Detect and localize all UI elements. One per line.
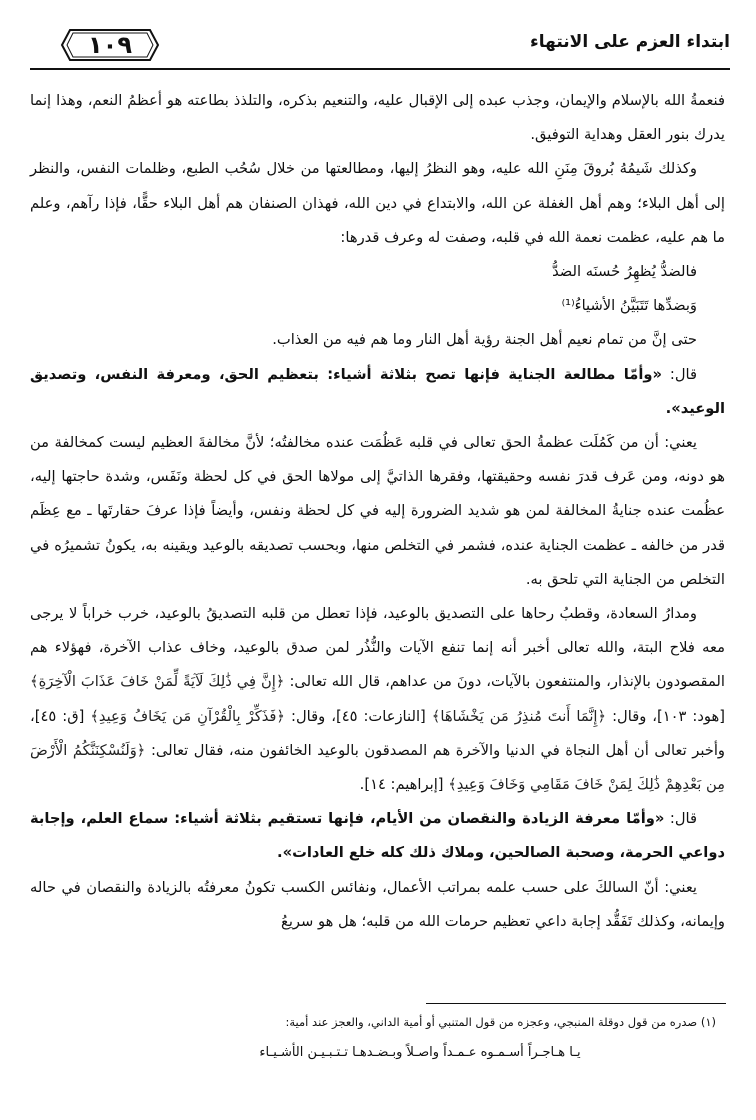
verse-reference-4: [إبراهيم: ١٤]	[364, 776, 444, 794]
paragraph-6: يعني: أنّ السالكَ على حسب علمه بمراتب الأعمال، ونفائس الكسب تكونُ معرفتُه بالزيادة والنقصان في حاله وإيمانه، وكذلك تَفَقُّد إجابة داعي تعظيم حرمات الله من قلبه؛ هل هو سريعُ	[30, 878, 725, 930]
poem-line-1: فالضدُّ يُظهِرُ حُسنَه الضدُّ	[552, 263, 697, 281]
paragraph-5-middle: ، وأخبر تعالى أن أهل النجاة في الدنيا والآخرة هم المصدقون بالوعيد الخائفون منه، فقال تعالى:	[30, 707, 726, 759]
footnote-divider	[426, 1003, 726, 1004]
quran-verse-3: ﴿فَذَكِّرْ بِالْقُرْآنِ مَن يَخَافُ وَعِيدِ﴾	[90, 707, 286, 725]
paragraph-5-start: ومدارُ السعادة، وقطبُ رحاها على التصديق بالوعيد، فإذا تعطل من قلبه التصديقُ بالوعيد، خرب خراباً لا يرجى معه فلاح البتة، والله تعالى أخبر أنه إنما تنفع الآيات والنُّذُر لمن صدق بالوعيد، وخاف عذاب الآخرة، فهؤلاء هم المقصودون بالإنذار، والمنتفعون بالآيات، دونَ من عداهم، قال الله تعالى:	[30, 605, 725, 691]
quote-block-2	[30, 802, 725, 870]
running-title: ابتداء العزم على الانتهاء	[530, 32, 730, 52]
author-quote-2: «وأمّا معرفة الزيادة والنقصان من الأيام، فإنها تستقيم بثلاثة أشياء: سماع العلم، وإجابة دواعي الحرمة، وصحبة الصالحين، وملاك ذلك كله خلع العادات».	[30, 810, 725, 862]
paragraph-1: فنعمةُ الله بالإسلام والإيمان، وجذب عبده إلى الإقبال عليه، والتنعيم بذكره، والتلذذ بطاعته هو أعظمُ النعم، وهذا إنما يدرك بنور العقل وهداية التوفيق.	[30, 92, 725, 144]
connector-1: ، وقال:	[612, 707, 658, 725]
main-text	[30, 84, 725, 939]
paragraph-4: يعني: أن من كَمُلَت عظمةُ الحق تعالى في قلبه عَظُمَت عنده مخالفتُه؛ لأنَّ مخالفةَ العظيم ليست كمخالفة من هو دونه، ومن عَرف قدرَ نفسه وحقيقتها، وفقرها الذاتيَّ إلى مولاها الحق في كل لحظة ونَفَس، وشدة حاجتها إليه، عظُمت عنده جنايةُ المخالفة لمن هو شديد الضرورة إليه في كل لحظة ونفس، وأيضاً فإذا عرفَ حقارتَها ـ مع عِظَم قدر من خالفه ـ عظمت الجناية عنده، فشمر في التخلص منها، وبحسب تصديقه بالوعيد ويقينه به، يكونُ تشميرُه في التخلص من الجناية التي تلحق به.	[30, 434, 725, 588]
verse-reference-3: [ق: ٤٥]	[34, 707, 85, 725]
header-divider	[30, 68, 730, 70]
qal-label-2: قال:	[669, 810, 698, 828]
poem-line-2: وَبضدِّها تَتَبَيَّنُ الأشياءُ⁽¹⁾	[561, 297, 697, 315]
page-header	[30, 28, 730, 72]
footnote-verse: يـا هـاجـراً أسـمـوه عـمـداً واصـلاً وبـضـدهـا تـتـبـيـن الأشـيـاء	[259, 1045, 581, 1060]
paragraph-2: وكذلك شَيمُهُ بُروقَ مِنَنِ الله عليه، وهو النظرُ إليها، ومطالعتها من خلال سُحُب الطبع، وظلمات النفس، والنظر إلى أهل البلاء؛ وهم أهل الغفلة عن الله، والابتداع في دين الله، فهذان الصنفان هم أهل البلاء حقًّا، فإذا رآهم، وعلم ما هم عليه، عظمت نعمة الله في قلبه، وصفت له وعرف قدرها:	[30, 160, 725, 246]
paragraph-5: ومدارُ السعادة، وقطبُ رحاها على التصديق بالوعيد، فإذا تعطل من قلبه التصديقُ بالوعيد، خرب خراباً لا يرجى معه فلاح البتة، والله تعالى أخبر أنه إنما تنفع الآيات والنُّذُر لمن صدق بالوعيد، وخاف عذاب الآخرة، فهؤلاء هم المقصودون بالإنذار، والمنتفعون بالآيات، دونَ من عداهم، قال الله تعالى: ﴿إِنَّ فِي ذَٰلِكَ لَآيَةً لِّمَنْ خَافَ عَذَابَ الْآخِرَةِ﴾ [هود: ١٠٣]، وقال: ﴿إِنَّمَا أَنتَ مُنذِرُ مَن يَخْشَاهَا﴾ [النازعات: ٤٥]، وقال: ﴿فَذَكِّرْ بِالْقُرْآنِ مَن يَخَافُ وَعِيدِ﴾ [ق: ٤٥]، وأخبر تعالى أن أهل النجاة في الدنيا والآخرة هم المصدقون بالوعيد الخائفون منه، فقال تعالى: ﴿وَلَنُسْكِنَنَّكُمُ الْأَرْضَ مِن بَعْدِهِمْ ذَٰلِكَ لِمَنْ خَافَ مَقَامِي وَخَافَ وَعِيدِ﴾ [إبراهيم: ١٤].	[30, 605, 726, 794]
quran-verse-4: ﴿وَلَنُسْكِنَنَّكُمُ الْأَرْضَ مِن بَعْدِهِمْ ذَٰلِكَ لِمَنْ خَافَ مَقَامِي وَخَافَ وَعِيدِ﴾	[30, 741, 725, 794]
verse-reference-2: [النازعات: ٤٥]	[335, 707, 426, 725]
qal-label: قال:	[669, 365, 698, 383]
verse-reference-1: [هود: ١٠٣]	[657, 707, 725, 725]
page-number: ١٠٩	[88, 31, 132, 59]
quran-verse-2: ﴿إِنَّمَا أَنتَ مُنذِرُ مَن يَخْشَاهَا﴾	[431, 707, 607, 725]
quote-block-1	[30, 358, 725, 426]
paragraph-3: حتى إنَّ من تمام نعيم أهل الجنة رؤية أهل النار وما هم فيه من العذاب.	[272, 331, 697, 349]
page-number-badge	[60, 28, 160, 62]
footnote-text: (١) صدره من قول دوقلة المنبجي، وعجزه من قول المتنبي أو أمية الداني، والعجز عند أمية:	[285, 1015, 716, 1029]
connector-2: ، وقال:	[291, 707, 336, 725]
quran-verse-1: ﴿إِنَّ فِي ذَٰلِكَ لَآيَةً لِّمَنْ خَافَ عَذَابَ الْآخِرَةِ﴾	[30, 673, 285, 691]
author-quote-1: «وأمّا مطالعة الجناية فإنها تصح بثلاثة أشياء: بتعظيم الحق، ومعرفة النفس، وتصديق الوعيد».	[30, 365, 725, 417]
